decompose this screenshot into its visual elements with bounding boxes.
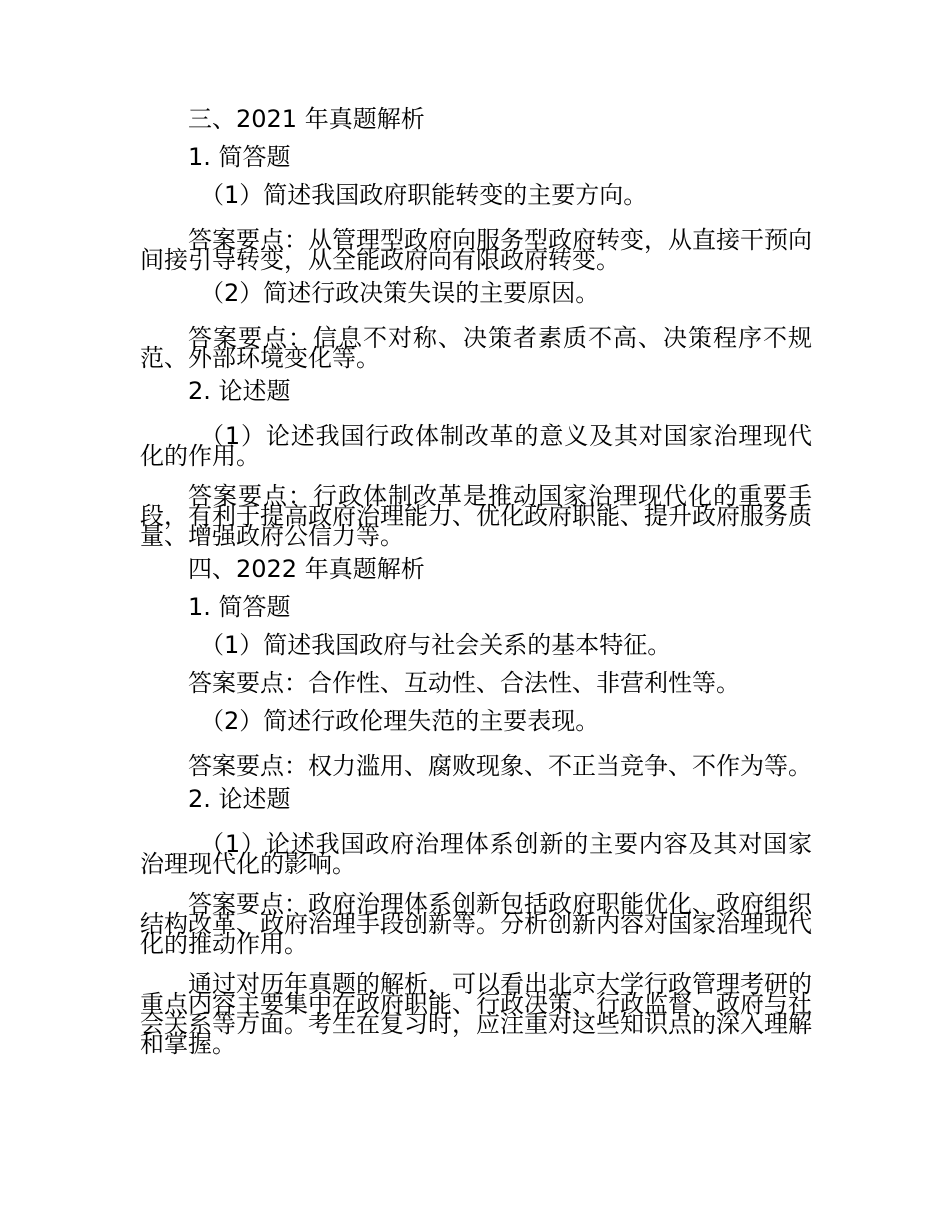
- answer-paragraph: 答案要点：权力滥用、腐败现象、不正当竞争、不作为等。: [188, 752, 812, 780]
- short-answer-heading: 1. 简答题: [188, 593, 291, 621]
- question-text: （2）简述行政决策失误的主要原因。: [200, 279, 600, 307]
- document-page: [140, 100, 812, 1058]
- section-heading-2021: 三、2021 年真题解析: [188, 105, 425, 133]
- conclusion-paragraph: 通过对历年真题的解析，可以看出北京大学行政管理考研的重点内容主要集中在政府职能、行政决策、行政监督、政府与社会关系等方面。考生在复习时，应注重对这些知识点的深入理解和掌握。: [140, 970, 812, 1058]
- section-heading-2022: 四、2022 年真题解析: [188, 555, 425, 583]
- essay-heading: 2. 论述题: [188, 377, 291, 405]
- question-text: （1）简述我国政府与社会关系的基本特征。: [200, 631, 672, 659]
- question-text: （1）论述我国政府治理体系创新的主要内容及其对国家治理现代化的影响。: [140, 830, 812, 878]
- short-answer-heading: 1. 简答题: [188, 143, 291, 171]
- question-text: （2）简述行政伦理失范的主要表现。: [200, 707, 600, 735]
- answer-paragraph: 答案要点：合作性、互动性、合法性、非营利性等。: [188, 669, 740, 697]
- answer-paragraph: 答案要点：政府治理体系创新包括政府职能优化、政府组织结构改革、政府治理手段创新等。分析创新内容对国家治理现代化的推动作用。: [140, 890, 812, 958]
- essay-heading: 2. 论述题: [188, 785, 291, 813]
- answer-paragraph: 答案要点：从管理型政府向服务型政府转变，从直接干预向间接引导转变，从全能政府向有限政府转变。: [140, 226, 812, 274]
- answer-paragraph: 答案要点：信息不对称、决策者素质不高、决策程序不规范、外部环境变化等。: [140, 324, 812, 372]
- question-text: （1）论述我国行政体制改革的意义及其对国家治理现代化的作用。: [140, 422, 812, 470]
- question-text: （1）简述我国政府职能转变的主要方向。: [200, 181, 648, 209]
- answer-paragraph: 答案要点：行政体制改革是推动国家治理现代化的重要手段，有利于提高政府治理能力、优化政府职能、提升政府服务质量、增强政府公信力等。: [140, 482, 812, 550]
